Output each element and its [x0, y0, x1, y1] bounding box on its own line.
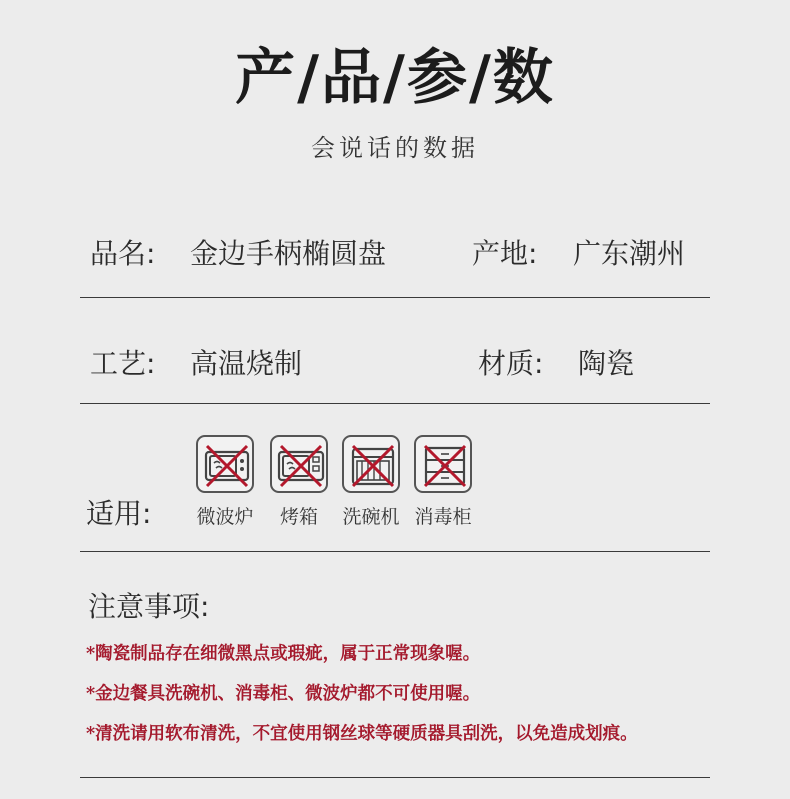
- origin-label: 产地:: [472, 237, 538, 270]
- usage-label-sterilizer: 消毒柜: [414, 506, 472, 528]
- divider: [80, 297, 710, 298]
- oven-icon: [270, 435, 328, 493]
- note-item: *陶瓷制品存在细微黑点或瑕疵，属于正常现象喔。: [86, 644, 481, 664]
- note-item: *清洗请用软布清洗，不宜使用钢丝球等硬质器具刮洗，以免造成划痕。: [86, 724, 638, 744]
- origin-value: 广东潮州: [573, 237, 686, 270]
- sterilizer-cabinet-icon: [414, 435, 472, 493]
- dishwasher-icon: [342, 435, 400, 493]
- usage-label-dishwasher: 洗碗机: [342, 506, 400, 528]
- usage-label-oven: 烤箱: [279, 506, 318, 528]
- page-title: 产/品/参/数: [235, 43, 555, 113]
- notes-title: 注意事项:: [88, 590, 210, 623]
- craft-value: 高温烧制: [190, 347, 303, 380]
- craft-label: 工艺:: [90, 347, 156, 380]
- page-subtitle: 会说话的数据: [311, 134, 479, 162]
- divider: [80, 777, 710, 778]
- material-label: 材质:: [478, 347, 544, 380]
- product-name-value: 金边手柄椭圆盘: [190, 237, 387, 270]
- usage-label: 适用:: [86, 497, 152, 530]
- divider: [80, 551, 710, 552]
- divider: [80, 403, 710, 404]
- usage-label-microwave: 微波炉: [196, 506, 254, 528]
- note-item: *金边餐具洗碗机、消毒柜、微波炉都不可使用喔。: [86, 684, 481, 704]
- microwave-icon: [196, 435, 254, 493]
- product-name-label: 品名:: [90, 237, 156, 270]
- material-value: 陶瓷: [578, 347, 635, 380]
